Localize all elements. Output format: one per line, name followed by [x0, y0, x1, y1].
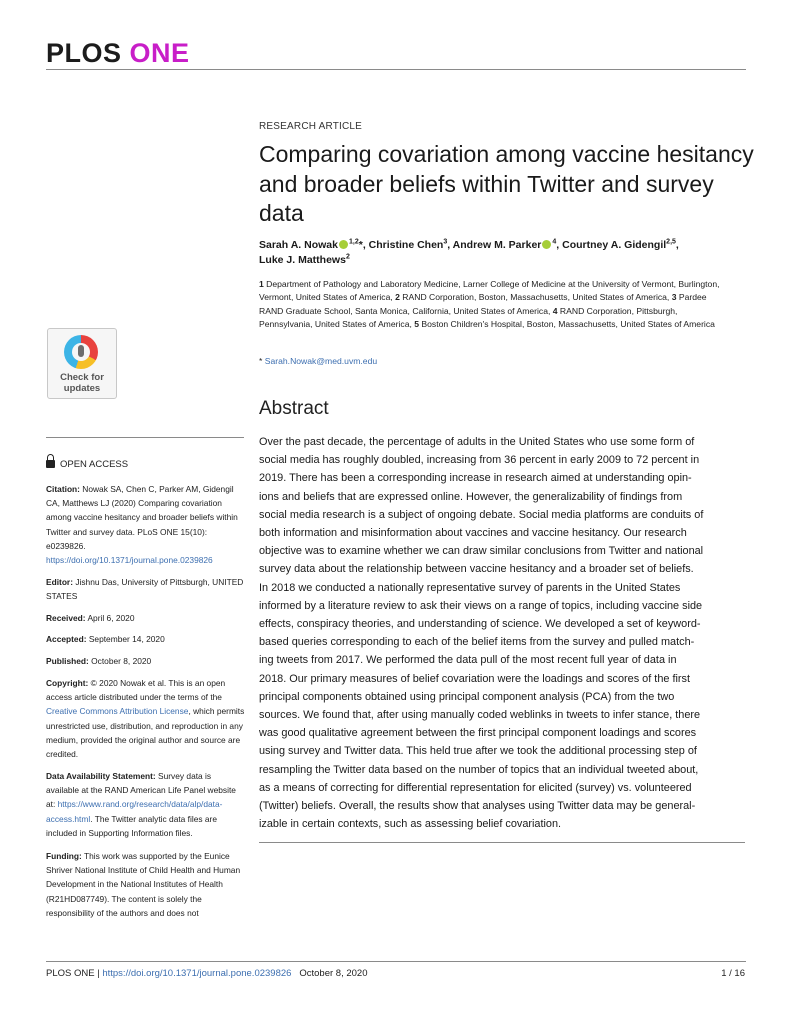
abstract-line: ions and beliefs that are expressed online. However, the generalizability of findings from — [259, 490, 683, 503]
abstract-line: as a means of correcting for differential representation for elicited (survey) vs. volunteered — [259, 781, 692, 794]
abstract-line: resampling the Twitter data based on the number of topics that an individual tweeted about, — [259, 763, 699, 776]
editor-block: Editor: Jishnu Das, University of Pittsburgh, UNITED STATES — [46, 577, 244, 602]
abstract-line: sources. We found that, after using manually coded weblinks in tweets to infer stance, there — [259, 709, 701, 722]
abstract-line: informed by a literature review to ask their views on a range of topics, including vaccine side — [259, 599, 703, 612]
abstract-body — [259, 433, 743, 833]
data-availability-block: Data Availability Statement: Survey data is available at the RAND American Life Panel website at: https://www.rand.org/research/data/alp/data-access.html. The Twitter analytic data files are included in Supporting Information files. — [46, 771, 236, 838]
abstract-line: In 2018 we conducted a nationally representative survey of parents in the United States — [259, 581, 681, 594]
journal-logo-part2: ONE — [129, 38, 190, 68]
abstract-line: effects, conspiracy theories, and understanding of science. We developed a set of keyword- — [259, 618, 701, 631]
journal-logo — [46, 38, 190, 69]
abstract-line: ing tweets from 2017. We performed the data pull of the most recent full year of data in — [259, 654, 677, 667]
footer-doi-link[interactable]: https://doi.org/10.1371/journal.pone.0239826 — [102, 968, 292, 979]
abstract-line: using survey and Twitter data. This held true after we took the additional processing step of — [259, 745, 697, 758]
abstract-line: survey data about the relationship between vaccine hesitancy and a broader set of beliefs. — [259, 563, 694, 576]
license-link[interactable]: Creative Commons Attribution License — [46, 706, 189, 717]
open-access-label: OPEN ACCESS — [46, 459, 128, 470]
header-rule — [46, 69, 746, 70]
footer-citation: PLOS ONE | https://doi.org/10.1371/journal.pone.0239826 October 8, 2020 — [46, 968, 368, 979]
orcid-icon[interactable] — [542, 240, 551, 249]
orcid-icon[interactable] — [339, 240, 348, 249]
abstract-line: social media has roughly doubled, increasing from 36 percent in early 2009 to 72 percent in — [259, 454, 700, 467]
crossmark-icon — [64, 335, 98, 369]
page-number: 1 / 16 — [721, 968, 745, 979]
funding-block: Funding: This work was supported by the Eunice Shriver National Institute of Child Health and Human Development in the National Institutes of Health (R21HD087749). The content is solely the responsibility of the authors and does not — [46, 851, 241, 918]
author-list: Sarah A. Nowak $^{1,2}$*, Christine Chen$^3$, Andrew M. Parker $^4$, Courtney A. Gidengil$^{2,5}$, Luke J. Matthews$^2$ — [259, 238, 679, 266]
abstract-line: izable in certain contexts, such as assessing belief covariation. — [259, 818, 562, 831]
article-type: RESEARCH ARTICLE — [259, 121, 363, 132]
journal-logo-part1: PLOS — [46, 38, 122, 68]
abstract-line: (Twitter) beliefs. Overall, the results show that analyses using Twitter data may be general- — [259, 800, 696, 813]
data-access-link[interactable]: https://www.rand.org/research/data/alp/data-access.html — [46, 799, 223, 824]
email-link[interactable]: Sarah.Nowak@med.uvm.edu — [264, 356, 378, 366]
abstract-line: social media research is a subject of ongoing debate. Social media platforms are conduits of — [259, 508, 704, 521]
abstract-line: Over the past decade, the percentage of adults in the United States who use some form of — [259, 436, 695, 448]
affiliations: 1 Department of Pathology and Laboratory Medicine, Larner College of Medicine at the University of Vermont, Burlington, Vermont, United States of America, 2 RAND Corporation, Boston, Massachusetts, United States of America, 3 Pardee RAND Graduate School, Santa Monica, California, United States of America, 4 RAND Corporation, Pittsburgh, Pennsylvania, United States of America, 5 Boston Children's Hospital, Boston, Massachusetts, United States of America — [259, 279, 720, 329]
copyright-block: Copyright: © 2020 Nowak et al. This is an open access article distributed under the terms of the Creative Commons Attribution License, which permits unrestricted use, distribution, and reproduction in any medium, provided the original author and source are credited. — [46, 678, 245, 760]
abstract-line: 2018. Our primary measures of belief covariation were the loadings and scores of the first — [259, 672, 690, 685]
check-for-updates-label: Check for updates — [60, 372, 104, 394]
corresponding-email: * Sarah.Nowak@med.uvm.edu — [259, 356, 378, 366]
check-for-updates-button[interactable] — [47, 328, 117, 399]
abstract-line: both information and misinformation about vaccines and vaccine hesitancy. Our research — [259, 527, 687, 540]
abstract-line: principal components obtained using principal component analysis (PCA) from the two — [259, 690, 675, 703]
abstract-rule — [259, 842, 745, 843]
article-title: Comparing covariation among vaccine hesitancy and broader beliefs within Twitter and survey data — [259, 141, 754, 226]
accepted-date: Accepted: September 14, 2020 — [46, 634, 165, 644]
citation-doi-link[interactable]: https://doi.org/10.1371/journal.pone.0239826 — [46, 555, 213, 566]
abstract-heading: Abstract — [259, 398, 329, 419]
sidebar-rule — [46, 437, 244, 438]
open-lock-icon — [46, 460, 55, 468]
abstract-line: 2019. There has been a corresponding increase in research aimed at understanding opin- — [259, 472, 692, 485]
abstract-line: objective was to examine whether we can draw similar conclusions from Twitter and national — [259, 545, 704, 558]
abstract-line: based queries corresponding to each of the belief items from the survey and pulled match- — [259, 636, 695, 649]
received-date: Received: April 6, 2020 — [46, 613, 135, 623]
citation-block: Citation: Nowak SA, Chen C, Parker AM, Gidengil CA, Matthews LJ (2020) Comparing covariation among vaccine hesitancy and broader beliefs within Twitter and survey data. PLoS ONE 15(10): e0239826. https://doi.org/10.1371/journal.pone.0239826 — [46, 484, 238, 566]
published-date: Published: October 8, 2020 — [46, 656, 152, 666]
footer-rule — [46, 961, 746, 962]
abstract-line: was good qualitative agreement between the first principal component loadings and scores — [259, 727, 697, 740]
